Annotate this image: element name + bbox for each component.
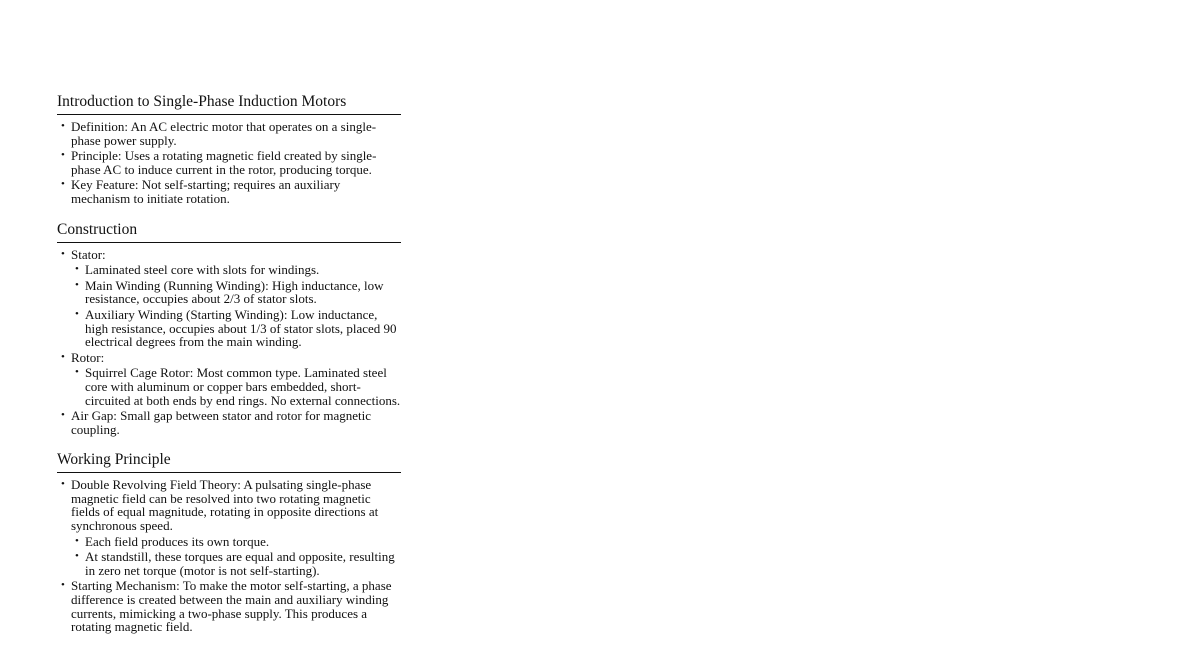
sub-list-item: • Squirrel Cage Rotor: Most common type. Laminated steel core with aluminum or copper bars embedded, short-circuited at both ends by end rings. No external connections. — [75, 365, 401, 408]
sub-list-item: • Main Winding (Running Winding): High inductance, low resistance, occupies about 2/3 of stator slots. — [75, 277, 384, 307]
bullet-icon: • — [61, 120, 65, 132]
document-body — [57, 92, 401, 648]
bullet-list — [57, 248, 401, 437]
list-item: • Starting Mechanism: To make the motor self-starting, a phase difference is created between the main and auxiliary winding currents, mimicking a two-phase supply. This produces a rotating magnetic field. — [61, 578, 392, 635]
bullet-list — [57, 478, 401, 634]
bullet-icon: • — [61, 579, 65, 592]
sub-list-item: • At standstill, these torques are equal and opposite, resulting in zero net torque (motor is not self-starting). — [75, 549, 395, 578]
list-item: • Principle: Uses a rotating magnetic field created by single-phase AC to induce current in the rotor, producing torque. — [61, 148, 377, 177]
section-heading: Working Principle — [57, 450, 401, 473]
section-construction — [57, 220, 401, 437]
bullet-list — [57, 120, 401, 206]
section-working-principle — [57, 450, 401, 634]
sub-bullet-list — [71, 535, 401, 578]
bullet-icon: • — [61, 409, 65, 422]
list-item: • Key Feature: Not self-starting; requires an auxiliary mechanism to initiate rotation. — [61, 177, 341, 206]
bullet-icon: • — [61, 478, 65, 491]
bullet-icon: • — [61, 178, 65, 191]
bullet-icon: • — [61, 350, 65, 363]
bullet-icon: • — [75, 263, 79, 276]
sub-list-item: • Laminated steel core with slots for windings. — [75, 262, 320, 278]
list-item: • Double Revolving Field Theory: A pulsating single-phase magnetic field can be resolved into two rotating magnetic fields of equal magnitude, rotating in opposite directions at synchronous speed. • Each field produces its own torque. • At standstill, these torques are equal and opposite, resulting in zero net torque (motor is not self-starting). — [57, 478, 401, 577]
sub-list-item: • Each field produces its own torque. — [75, 533, 270, 549]
bullet-icon: • — [75, 550, 79, 563]
sub-bullet-list — [71, 263, 401, 349]
bullet-icon: • — [61, 247, 65, 260]
bullet-icon: • — [75, 366, 79, 379]
section-heading: Introduction to Single-Phase Induction Motors — [57, 92, 401, 115]
sub-bullet-list — [71, 366, 401, 407]
list-item: • Definition: An AC electric motor that operates on a single-phase power supply. — [61, 119, 377, 148]
sub-list-item: • Auxiliary Winding (Starting Winding): Low inductance, high resistance, occupies about 1/3 of stator slots, placed 90 electrical degrees from the main winding. — [75, 306, 397, 350]
bullet-icon: • — [75, 534, 79, 547]
bullet-icon: • — [75, 307, 79, 320]
bullet-icon: • — [61, 149, 65, 162]
section-heading: Construction — [57, 220, 401, 243]
section-introduction — [57, 92, 401, 206]
list-item: • Stator: • Laminated steel core with slots for windings. • Main Winding (Running Winding): High inductance, low resistance, occupies about 2/3 of stator slots. • Auxiliary Winding (Starting Winding): Low inductance, high resistance, occupies about 1/3 of stator slots, placed 90 electrical degrees from the main winding. — [57, 248, 401, 349]
list-item: • Rotor: • Squirrel Cage Rotor: Most common type. Laminated steel core with aluminum or copper bars embedded, short-circuited at both ends by end rings. No external connections. — [61, 349, 401, 408]
bullet-icon: • — [75, 278, 79, 291]
list-item: • Air Gap: Small gap between stator and rotor for magnetic coupling. — [61, 408, 371, 437]
